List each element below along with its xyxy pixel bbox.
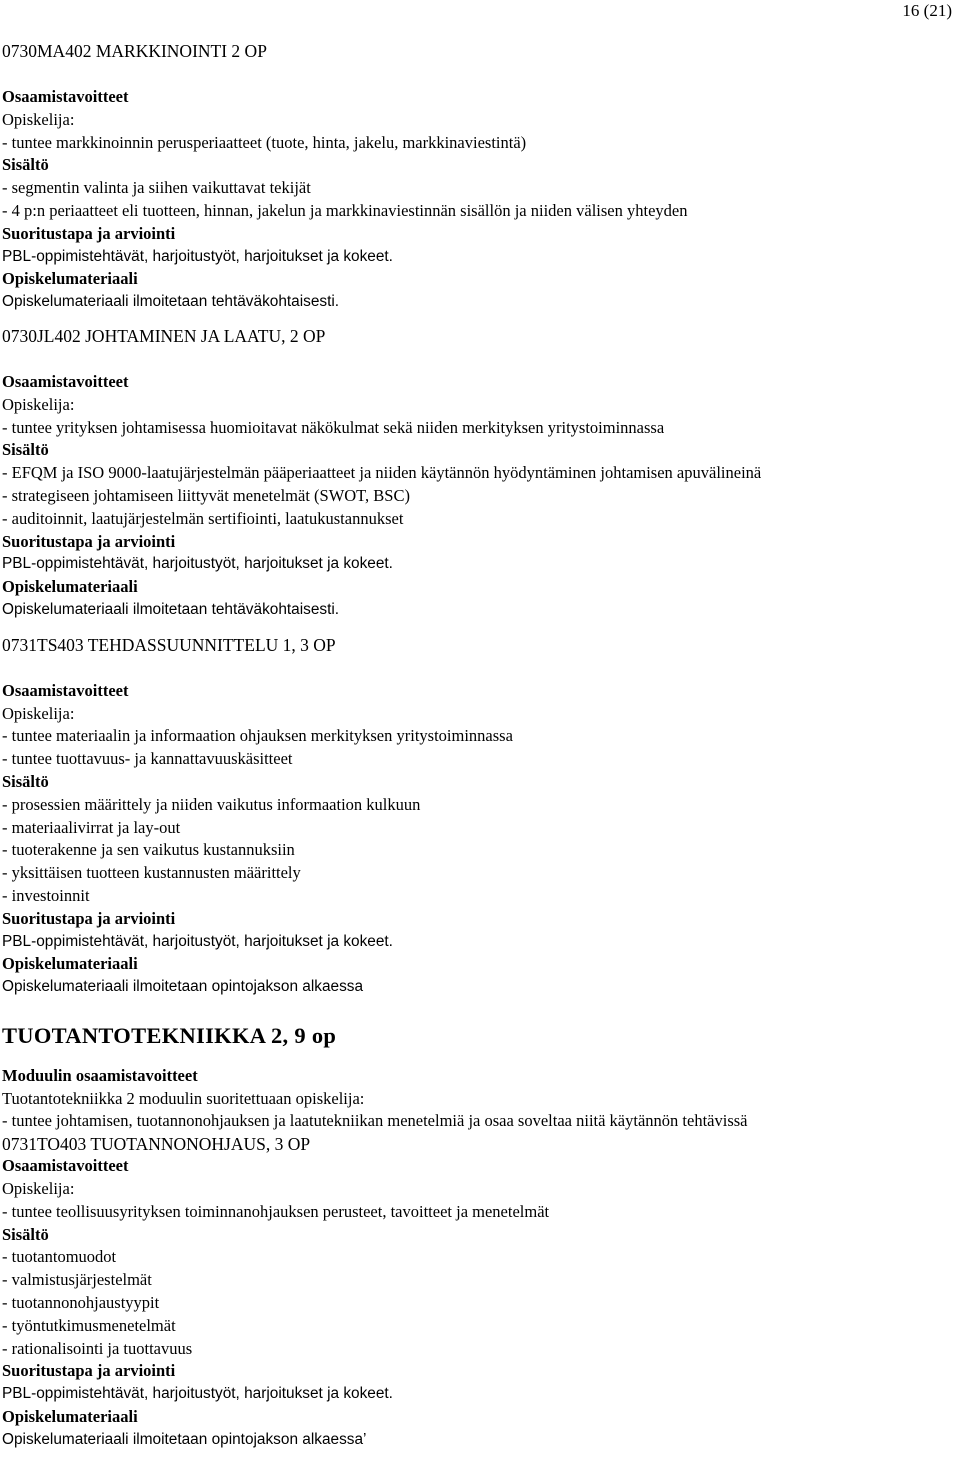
module-goal-item: - tuntee johtamisen, tuotannonohjauksen ja laatutekniikan menetelmiä ja osaa soveltaa niitä käytännön tehtävissä xyxy=(2,1111,748,1131)
content-item: - prosessien määrittely ja niiden vaikutus informaation kulkuun xyxy=(2,794,421,814)
student-label: Opiskelija: xyxy=(2,394,75,414)
method-heading: Suoritustapa ja arviointi xyxy=(2,531,176,551)
method-text: PBL-oppimistehtävät, harjoitustyöt, harjoitukset ja kokeet. xyxy=(2,555,393,573)
method-text: PBL-oppimistehtävät, harjoitustyöt, harjoitukset ja kokeet. xyxy=(2,247,393,265)
content-item: - EFQM ja ISO 9000-laatujärjestelmän pääperiaatteet ja niiden käytännön hyödyntäminen johtamisen apuvälineinä xyxy=(2,463,762,483)
page-number: 16 (21) xyxy=(902,1,952,20)
document-body xyxy=(2,40,954,1452)
goal-item: - tuntee materiaalin ja informaation ohjauksen merkityksen yritystoiminnassa xyxy=(2,726,513,746)
method-text: PBL-oppimistehtävät, harjoitustyöt, harjoitukset ja kokeet. xyxy=(2,932,393,950)
course-section xyxy=(2,40,954,314)
content-item: - segmentin valinta ja siihen vaikuttavat tekijät xyxy=(2,178,311,198)
content-heading: Sisältö xyxy=(2,1224,49,1244)
material-heading: Opiskelumateriaali xyxy=(2,954,138,974)
student-label: Opiskelija: xyxy=(2,109,75,129)
content-item: - auditoinnit, laatujärjestelmän sertifiointi, laatukustannukset xyxy=(2,508,404,528)
module-intro: Tuotantotekniikka 2 moduulin suoritettuaan opiskelija: xyxy=(2,1088,365,1108)
content-item: - työntutkimusmenetelmät xyxy=(2,1315,176,1335)
goals-heading: Osaamistavoitteet xyxy=(2,87,129,106)
course-section xyxy=(2,1133,954,1451)
module-goals-heading: Moduulin osaamistavoitteet xyxy=(2,1065,198,1085)
content-heading: Sisältö xyxy=(2,771,49,791)
content-heading: Sisältö xyxy=(2,440,49,460)
content-item: - tuotannonohjaustyypit xyxy=(2,1293,160,1313)
content-item: - tuotantomuodot xyxy=(2,1247,117,1267)
module-section xyxy=(2,1021,954,1133)
course-title: 0730MA402 MARKKINOINTI 2 OP xyxy=(2,41,267,61)
material-heading: Opiskelumateriaali xyxy=(2,577,138,597)
method-text: PBL-oppimistehtävät, harjoitustyöt, harjoitukset ja kokeet. xyxy=(2,1385,393,1403)
goal-item: - tuntee tuottavuus- ja kannattavuuskäsitteet xyxy=(2,749,293,769)
student-label: Opiskelija: xyxy=(2,1179,75,1199)
course-section xyxy=(2,634,954,999)
course-title: 0730JL402 JOHTAMINEN JA LAATU, 2 OP xyxy=(2,325,326,346)
content-item: - materiaalivirrat ja lay-out xyxy=(2,817,181,837)
goals-heading: Osaamistavoitteet xyxy=(2,371,129,391)
goal-item: - tuntee teollisuusyrityksen toiminnanohjauksen perusteet, tavoitteet ja menetelmät xyxy=(2,1201,550,1221)
course-title: 0731TS403 TEHDASSUUNNITTELU 1, 3 OP xyxy=(2,634,336,655)
material-text: Opiskelumateriaali ilmoitetaan opintojakson alkaessa’ xyxy=(2,1430,367,1448)
material-text: Opiskelumateriaali ilmoitetaan tehtäväkohtaisesti. xyxy=(2,293,340,311)
method-heading: Suoritustapa ja arviointi xyxy=(2,1361,176,1381)
goals-heading: Osaamistavoitteet xyxy=(2,1156,129,1176)
goals-heading: Osaamistavoitteet xyxy=(2,680,129,700)
content-item: - valmistusjärjestelmät xyxy=(2,1270,152,1290)
module-title: TUOTANTOTEKNIIKKA 2, 9 op xyxy=(2,1022,337,1048)
material-heading: Opiskelumateriaali xyxy=(2,1407,138,1427)
content-item: - tuoterakenne ja sen vaikutus kustannuksiin xyxy=(2,840,295,860)
material-heading: Opiskelumateriaali xyxy=(2,269,138,289)
content-item: - strategiseen johtamiseen liittyvät menetelmät (SWOT, BSC) xyxy=(2,485,410,505)
student-label: Opiskelija: xyxy=(2,703,75,723)
content-item: - yksittäisen tuotteen kustannusten määrittely xyxy=(2,863,301,883)
content-item: - investoinnit xyxy=(2,885,90,905)
material-text: Opiskelumateriaali ilmoitetaan tehtäväkohtaisesti. xyxy=(2,600,340,618)
content-item: - 4 p:n periaatteet eli tuotteen, hinnan, jakelun ja markkinaviestinnän sisällön ja niiden välisen yhteyden xyxy=(2,200,688,220)
content-item: - rationalisointi ja tuottavuus xyxy=(2,1338,193,1358)
goal-item: - tuntee markkinoinnin perusperiaatteet (tuote, hinta, jakelu, markkinaviestintä) xyxy=(2,132,527,152)
goal-item: - tuntee yrityksen johtamisessa huomioitavat näkökulmat sekä niiden merkityksen yritystoiminnassa xyxy=(2,417,665,437)
course-title: 0731TO403 TUOTANNONOHJAUS, 3 OP xyxy=(2,1134,311,1155)
course-section xyxy=(2,325,954,622)
method-heading: Suoritustapa ja arviointi xyxy=(2,223,176,243)
content-heading: Sisältö xyxy=(2,155,49,175)
method-heading: Suoritustapa ja arviointi xyxy=(2,908,176,928)
material-text: Opiskelumateriaali ilmoitetaan opintojakson alkaessa xyxy=(2,978,364,996)
